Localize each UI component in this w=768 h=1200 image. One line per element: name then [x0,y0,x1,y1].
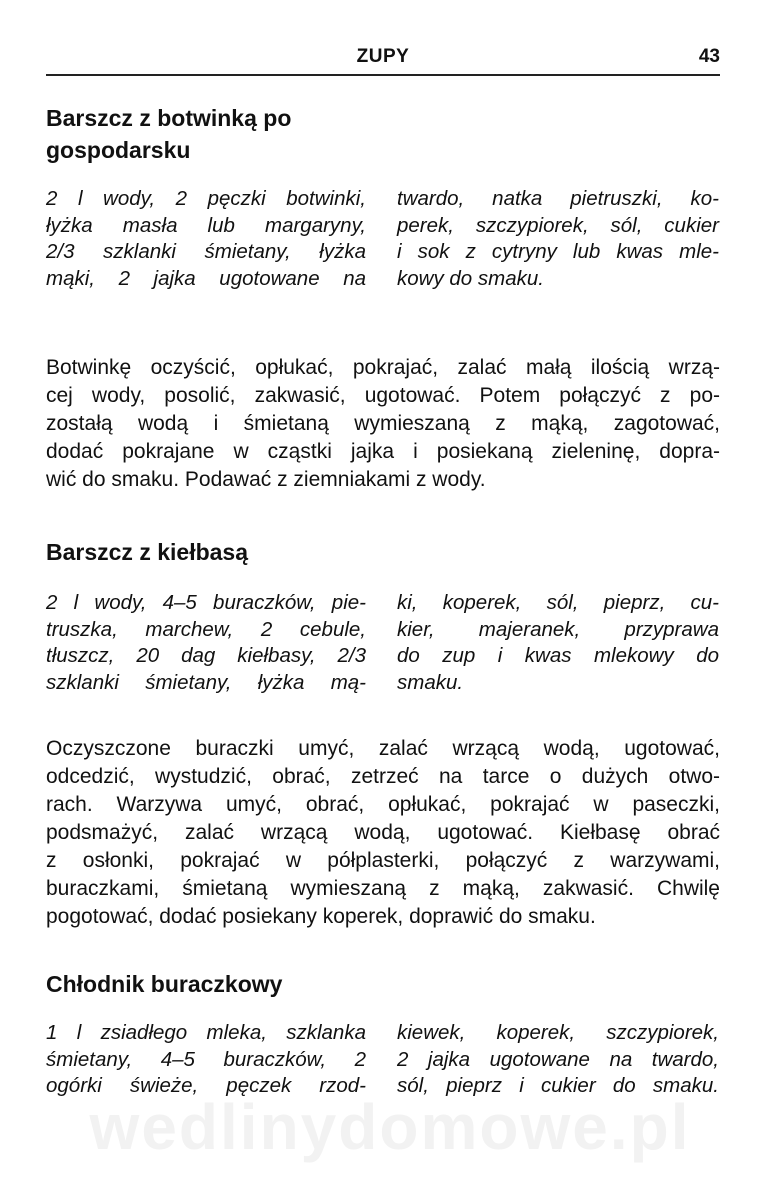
ingredient-line: do zup i kwas mlekowy do [397,644,719,667]
ingredient-line: łyżka masła lub margaryny, [46,213,366,237]
ingredient-line: kowy do smaku. [397,266,544,290]
ingredient-line: 2 l wody, 4–5 buraczków, pie- [46,591,366,614]
title-line: Barszcz z botwinką po [46,105,292,131]
method-line: buraczkami, śmietaną wymieszaną z mąką, zakwasić. Chwilę [46,877,720,900]
ingredient-line: szklanki śmietany, łyżka mą- [46,670,366,694]
title-line: Chłodnik buraczkowy [46,971,283,997]
watermark: wedlinydomowe.pl [89,1091,691,1163]
method-line: cej wody, posolić, zakwasić, ugotować. Potem połączyć z po- [46,384,720,407]
ingredient-line: mąki, 2 jajka ugotowane na [46,266,366,290]
ingredient-line: truszka, marchew, 2 cebule, [46,617,366,641]
method-line: dodać pokrajane w cząstki jajka i posiekaną zieleninę, dopra- [46,440,720,463]
ingredients-right-column [397,1020,719,1100]
ingredient-line: ogórki świeże, pęczek rzod- [46,1074,366,1097]
ingredient-line: sól, pieprz i cukier do smaku. [397,1074,719,1097]
method-line: pogotować, dodać posiekany koperek, doprawić do smaku. [46,905,596,928]
ingredient-line: ki, koperek, sól, pieprz, cu- [397,591,719,614]
ingredient-line: i sok z cytryny lub kwas mle- [397,240,719,263]
title-line: Barszcz z kiełbasą [46,539,249,565]
ingredient-line: 2 l wody, 2 pęczki botwinki, [46,187,366,210]
title-line: gospodarsku [46,137,191,163]
section-title: ZUPY [356,46,410,67]
ingredient-line: 1 l zsiadłego mleka, szklanka [46,1021,366,1044]
recipe-title-barszcz-z-botwinka [46,102,291,166]
recipe-title-barszcz-z-kielbasa [46,536,248,568]
method-paragraph [46,735,720,931]
recipe-title-chlodnik-buraczkowy [46,968,282,1000]
ingredient-line: tłuszcz, 20 dag kiełbasy, 2/3 [46,644,366,667]
method-line: z osłonki, pokrajać w półplasterki, połączyć z warzywami, [46,849,720,872]
method-line: Botwinkę oczyścić, opłukać, pokrajać, zalać małą ilością wrzą- [46,356,720,379]
ingredients-left-column [46,1020,366,1100]
method-paragraph [46,354,720,494]
method-line: Oczyszczone buraczki umyć, zalać wrzącą wodą, ugotować, [46,737,720,760]
ingredient-line: śmietany, 4–5 buraczków, 2 [46,1047,366,1071]
ingredients-left-column [46,590,366,696]
ingredients-right-column [397,186,719,292]
method-line: wić do smaku. Podawać z ziemniakami z wody. [46,468,486,491]
ingredients-right-column [397,590,719,696]
method-line: zostałą wodą i śmietaną wymieszaną z mąką, zagotować, [46,412,720,435]
ingredient-line: twardo, natka pietruszki, ko- [397,187,719,210]
method-line: rach. Warzywa umyć, obrać, opłukać, pokrajać w paseczki, [46,793,720,816]
page-header [46,46,720,76]
ingredient-line: kiewek, koperek, szczypiorek, [397,1021,719,1044]
ingredient-line: perek, szczypiorek, sól, cukier [397,213,719,237]
method-line: odcedzić, wystudzić, obrać, zetrzeć na tarce o dużych otwo- [46,765,720,788]
ingredient-line: 2 jajka ugotowane na twardo, [397,1047,719,1071]
ingredient-line: smaku. [397,670,464,694]
ingredient-line: kier, majeranek, przyprawa [397,617,719,641]
page-number: 43 [698,46,720,67]
ingredient-line: 2/3 szklanki śmietany, łyżka [46,240,366,263]
method-line: podsmażyć, zalać wrzącą wodą, ugotować. Kiełbasę obrać [46,821,720,844]
ingredients-left-column [46,186,366,292]
